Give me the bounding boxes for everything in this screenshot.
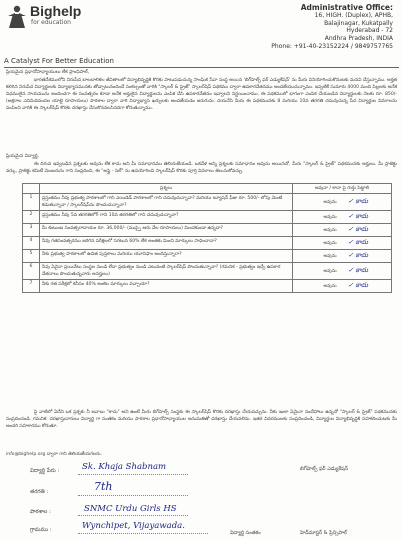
village-underline	[78, 533, 208, 534]
office-line: 16, HIGH. (Duplex), APHB,	[314, 11, 393, 19]
class-underline	[78, 495, 188, 496]
office-phone: Phone: +91-40-23152224 / 9849757765	[271, 42, 393, 50]
answer-yes-label: అవును	[323, 269, 337, 274]
row-answer[interactable]	[293, 237, 392, 250]
handwritten-answer: ✓ కాదు	[348, 225, 368, 233]
handwritten-answer: ✓ కాదు	[348, 197, 368, 205]
row-number: 7	[23, 280, 40, 293]
row-question: ప్రస్తుతము నీవు 5వ తరగతిలోగ్ గాని 10వ తరగతిలో గాని చదువుచున్నావా?	[40, 211, 293, 224]
school-value[interactable]: SNMC Urdu Girls HS	[84, 504, 177, 514]
handwritten-answer: ✓ కాదు	[348, 281, 368, 289]
office-address	[271, 4, 393, 51]
row-number: 3	[23, 224, 40, 237]
handwritten-answer: ✓ కాదు	[348, 212, 368, 220]
table-row	[23, 263, 392, 280]
row-answer[interactable]	[293, 250, 392, 263]
row-answer[interactable]	[293, 280, 392, 293]
student-name-label: విద్యార్థి పేరు :	[30, 468, 60, 474]
bighelp-signature-label: బిగ్‌హెల్ప్ ఫర్ ఎడ్యుకేషన్	[300, 466, 349, 472]
student-body: ఈ దిగువ ఇవ్వబడిన ప్రశ్నలకు అవును లేక కాదు అని మీ సమాధానము తెలియజేయండి. ఒకవేళ అన్ని ప్రశ్నలకు సమాధానం అవును అయినచో, మీరు "స్కాలర్ & ప్రైజ్" పథకమునకు అర్హులు. మీ ప్రాజెక్టు వర్కు, ప్రాజెక్టు కమిటీ మెంబరును గాని సంప్రదించి, ఈ "అప్లై - సెల్" ను ఉపయోగించి స్కాలర్‌షిప్ కొరకు పూర్తి వివరాలు తెలుసుకోవచ్చు.	[6, 162, 397, 174]
row-question: ప్రస్తుతము నీవు ప్రభుత్వ పాఠశాలలో గాని ఎయిడెడ్ పాఠశాలలో గాని చదువుచున్నావా? మరియు ట్యూషన్ ఫీజు రూ. 500/- లోపు మెంటి కడుతున్నావా / స్కాలర్‌షిప్‌ను పొందుచున్నావా?	[40, 194, 293, 211]
row-number: 2	[23, 211, 40, 224]
class-label: తరగతి :	[30, 489, 49, 495]
office-line: Balajinagar, Kukatpally	[324, 19, 393, 27]
school-underline	[78, 515, 188, 516]
bighelp-logo-icon	[6, 4, 28, 28]
name-underline	[78, 474, 188, 475]
closing-text: పై వాటిలో ఏదేని ఒక ప్రశ్నకు నీ జవాబు "కాదు" అని ఉంటే మీరు బిగ్‌హెల్ప్ సంస్థకు ఈ స్కాలర్‌షిప్ కొరకు దరఖాస్తు చేయవచ్చును. నీకు ఇంకా ఏమైనా సందేహాలు ఉన్నచో "స్కాలర్ & ప్రైజ్" పథకమునకు సంప్రదించండి. గమనిక: దరఖాస్తుదారులు విద్యార్థి గా సంతకం మరియు పాఠశాల ప్రధానోపాధ్యాయుల అనుమతితో దరఖాస్తు చేయవలెను. ఇతర వివరములకు సంప్రదించండి, విద్యార్థుల విద్యాభివృద్ధికి సహకరించుటకు మీ అందరి సహకారము కోరుతూ.	[6, 410, 397, 429]
office-line: Hyderabad - 72	[346, 27, 393, 35]
answer-yes-label: అవును	[323, 284, 337, 289]
row-number: 4	[23, 237, 40, 250]
contact-email: info@bighelp.org ద్వారా గాని తెలియజేయగలరు.	[6, 452, 102, 457]
col-answer: అవునా / కాదా పై గుర్తు పెట్టాలి	[293, 184, 392, 194]
student-salutation: ప్రియమైన విద్యార్థి,	[6, 154, 40, 159]
village-label: గ్రామము :	[30, 527, 52, 533]
table-row	[23, 250, 392, 263]
eligibility-table	[22, 183, 392, 293]
intro-body: భారతదేశములోని నిరుపేద బాలబాలికల జీవితాలలో విద్యాభివృద్ధికి కొరకు పాటుపడుచున్న సాంఘిక సేవా సంస్థ అయిన 'బిగ్‌హెల్ప్ ఫర్ ఎడ్యుకేషన్' ను మీరు వినియోగించుకొనుటకు మనవి చేస్తున్నాము. అర్హత కలిగిన నిరుపేద విద్యార్థులకు విద్యాభ్యాసమునకు తోడ్పాటునందించే సంకల్పంతో వారికి "స్కాలర్ & ప్రైజ్" స్కాలర్‌షిప్ పథకము ద్వారా ఉపకారవేతనము అందజేయుచున్నాము. ఇప్పటికే సుమారు 4000 మంది పిల్లలకు అనేక విధములైన సాయమును అందించగా ఈ సంవత్సరం కూడా అనేక అర్హులైన విద్యార్థులను ఎంపిక చేసి ఉపకారవేతనం ఇవ్వాలని నిర్ణయించాము. ఈ పథకములో భాగంగా ఎంపిక చేయబడిన విద్యార్థులకు నెలకు రూ. 850/- (అక్షరాల ఎనిమిదివందల యాభై రూపాయలు) పాఠశాల ద్వారా వారి విద్యాభ్యాస ఖర్చులకు అందజేయడం జరుగును. దయచేసి మీరు ఈ పథకమునకు 8 మరియు 10వ తరగతి చదువుచున్న పేద విద్యార్థుల వివరాలను పంపించి వారికి ఈ స్కాలర్‌షిప్ కొరకు దరఖాస్తు చేసుకొనవలసినదిగా కోరుతున్నాము.	[6, 78, 397, 111]
student-signature-label: విద్యార్థి సంతకం	[230, 530, 261, 536]
table-row	[23, 280, 392, 293]
row-question: మీ కుటుంబ సంవత్సరాదాయం రూ. 36,000/- (ముప్పై ఆరు వేల రూపాయలు) మించకుండా ఉన్నదా?	[40, 224, 293, 237]
intro-salutation: ప్రియమైన ప్రధానోపాధ్యాయులు లేక ప్రాంఛిపాల్,	[6, 70, 90, 75]
row-number: 6	[23, 263, 40, 280]
row-question: నీకు గత పరీక్షలో కనీసం 40% అంకెల మార్కులు వచ్చాయా?	[40, 280, 293, 293]
col-number	[23, 184, 40, 194]
class-value[interactable]: 7th	[94, 480, 113, 493]
handwritten-answer: ✓ కాదు	[348, 238, 368, 246]
row-question: నీకు ప్రభుత్వ పాఠశాలలో ఉచిత పుస్తకాలు మరియు యూనిఫాం అందిస్తున్నారా?	[40, 250, 293, 263]
village-value[interactable]: Wynchipet, Vijayawada.	[82, 521, 185, 531]
answer-yes-label: అవును	[323, 228, 337, 233]
handwritten-answer: ✓ కాదు	[348, 266, 368, 274]
office-title: Administrative Office:	[300, 3, 393, 12]
table-row	[23, 211, 392, 224]
office-line: Andhra Pradesh, INDIA	[324, 35, 393, 43]
row-answer[interactable]	[293, 211, 392, 224]
tagline: A Catalyst For Better Education	[4, 57, 114, 65]
answer-yes-label: అవును	[323, 215, 337, 220]
principal-signature-label: హెడ్‌మాస్టర్ & ప్రిన్సిపాల్	[300, 530, 347, 536]
school-label: పాఠశాల :	[30, 509, 51, 515]
row-answer[interactable]	[293, 224, 392, 237]
answer-yes-label: అవును	[323, 254, 337, 259]
table-row	[23, 194, 392, 211]
answer-yes-label: అవును	[323, 241, 337, 246]
table-row	[23, 224, 392, 237]
row-answer[interactable]	[293, 194, 392, 211]
table-row	[23, 237, 392, 250]
brand-subtitle: for education	[31, 19, 71, 26]
answer-yes-label: అవును	[323, 200, 337, 205]
header-divider	[4, 67, 399, 68]
row-answer[interactable]	[293, 263, 392, 280]
student-name-value[interactable]: Sk. Khaja Shabnam	[82, 462, 167, 472]
table-header-row	[23, 184, 392, 194]
row-question: నీవు గతసంవత్సరము జరిగిన పరీక్షలలో సగటున 60% లేక అంతకు మించి మార్కులు సాధించావా?	[40, 237, 293, 250]
col-questions: ప్రశ్నలు	[40, 184, 293, 194]
row-number: 5	[23, 250, 40, 263]
row-number: 1	[23, 194, 40, 211]
handwritten-answer: ✓ కాదు	[348, 251, 368, 259]
row-question: నీవు ఏవైనా ప్రయివేటు సంస్థల నుండి లేదా ప్రభుత్వం నుండి ఎటువంటి స్కాలర్‌షిప్ పొందుతున్నావా? (గమనిక - ప్రభుత్వం ఇచ్చే ఉపకార వేతనాలు పొందుతున్నవారు అనర్హులు)	[40, 263, 293, 280]
brand-name: Bighelp	[30, 3, 82, 19]
